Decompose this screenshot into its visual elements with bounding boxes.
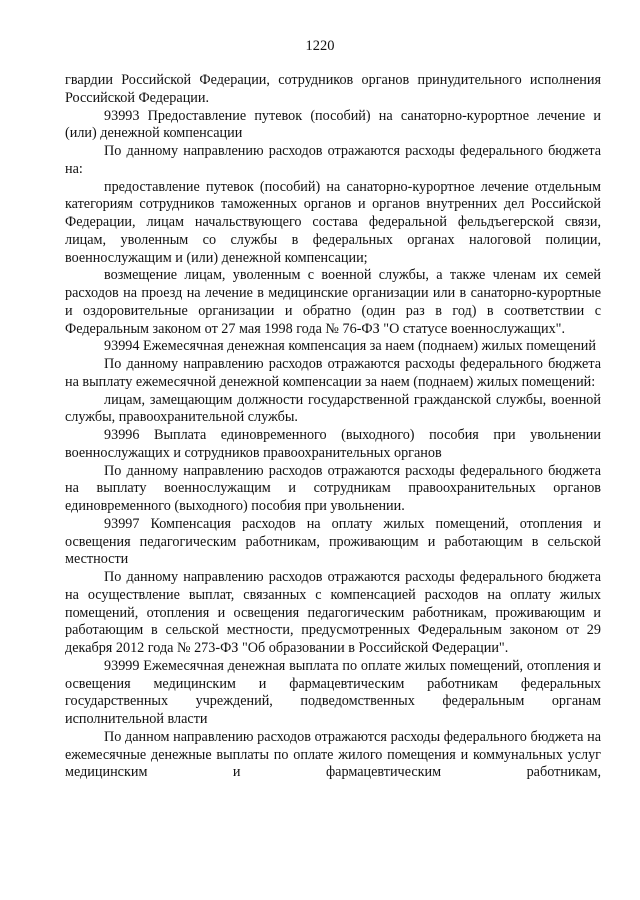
paragraph: 93999 Ежемесячная денежная выплата по оплате жилых помещений, отопления и освещения медицинским и фармацевтическим работникам федеральных государственных учреждений, подведомственных федеральным органам исполнительной власти xyxy=(65,657,601,727)
document-body xyxy=(65,72,601,782)
paragraph: По данном направлению расходов отражаются расходы федерального бюджета на ежемесячные денежные выплаты по оплате жилого помещения и коммунальных услуг медицинским и фармацевтическим работникам, xyxy=(65,728,601,781)
paragraph: По данному направлению расходов отражаются расходы федерального бюджета на выплату военнослужащим и сотрудникам правоохранительных органов единовременного (выходного) пособия при увольнении. xyxy=(65,462,601,514)
paragraph: 93996 Выплата единовременного (выходного) пособия при увольнении военнослужащих и сотрудников правоохранительных органов xyxy=(65,427,601,461)
page-number: 1220 xyxy=(305,38,335,54)
paragraph: гвардии Российской Федерации, сотрудников органов принудительного исполнения Российской Федерации. xyxy=(65,72,601,106)
paragraph: По данному направлению расходов отражаются расходы федерального бюджета на выплату ежемесячной денежной компенсации за наем (поднаем) жилых помещений: xyxy=(65,356,601,390)
paragraph: 93993 Предоставление путевок (пособий) на санаторно-курортное лечение и (или) денежной компенсации xyxy=(65,107,601,142)
paragraph: 93994 Ежемесячная денежная компенсация за наем (поднаем) жилых помещений xyxy=(104,338,596,355)
paragraph: По данному направлению расходов отражаются расходы федерального бюджета на осуществление выплат, связанных с компенсацией расходов на оплату жилых помещений, отопления и освещения педагогическим работникам, проживающим и работающим в сельской местности, предусмотренных Федеральным законом от 29 декабря 2012 года № 273-ФЗ "Об образовании в Российской Федерации". xyxy=(65,569,601,656)
paragraph: 93997 Компенсация расходов на оплату жилых помещений, отопления и освещения педагогическим работникам, проживающим и работающим в сельской местности xyxy=(65,515,601,568)
paragraph: предоставление путевок (пособий) на санаторно-курортное лечение отдельным категориям сотрудников таможенных органов и органов внутренних дел Российской Федерации, лицам начальствующего состава федеральной фельдъегерской связи, лицам, уволенным со службы в федеральных органах налоговой полиции, военнослужащим и (или) денежной компенсации; xyxy=(65,178,601,266)
paragraph: По данному направлению расходов отражаются расходы федерального бюджета на: xyxy=(65,143,601,177)
paragraph: возмещение лицам, уволенным с военной службы, а также членам их семей расходов на проезд на лечение в медицинские организации или в санаторно-курортные и оздоровительные организации и обратно (один раз в год) в соответствии с Федеральным законом от 27 мая 1998 года № 76-ФЗ "О статусе военнослужащих". xyxy=(65,267,601,337)
paragraph: лицам, замещающим должности государственной гражданской службы, военной службы, правоохранительной службы. xyxy=(65,391,601,426)
